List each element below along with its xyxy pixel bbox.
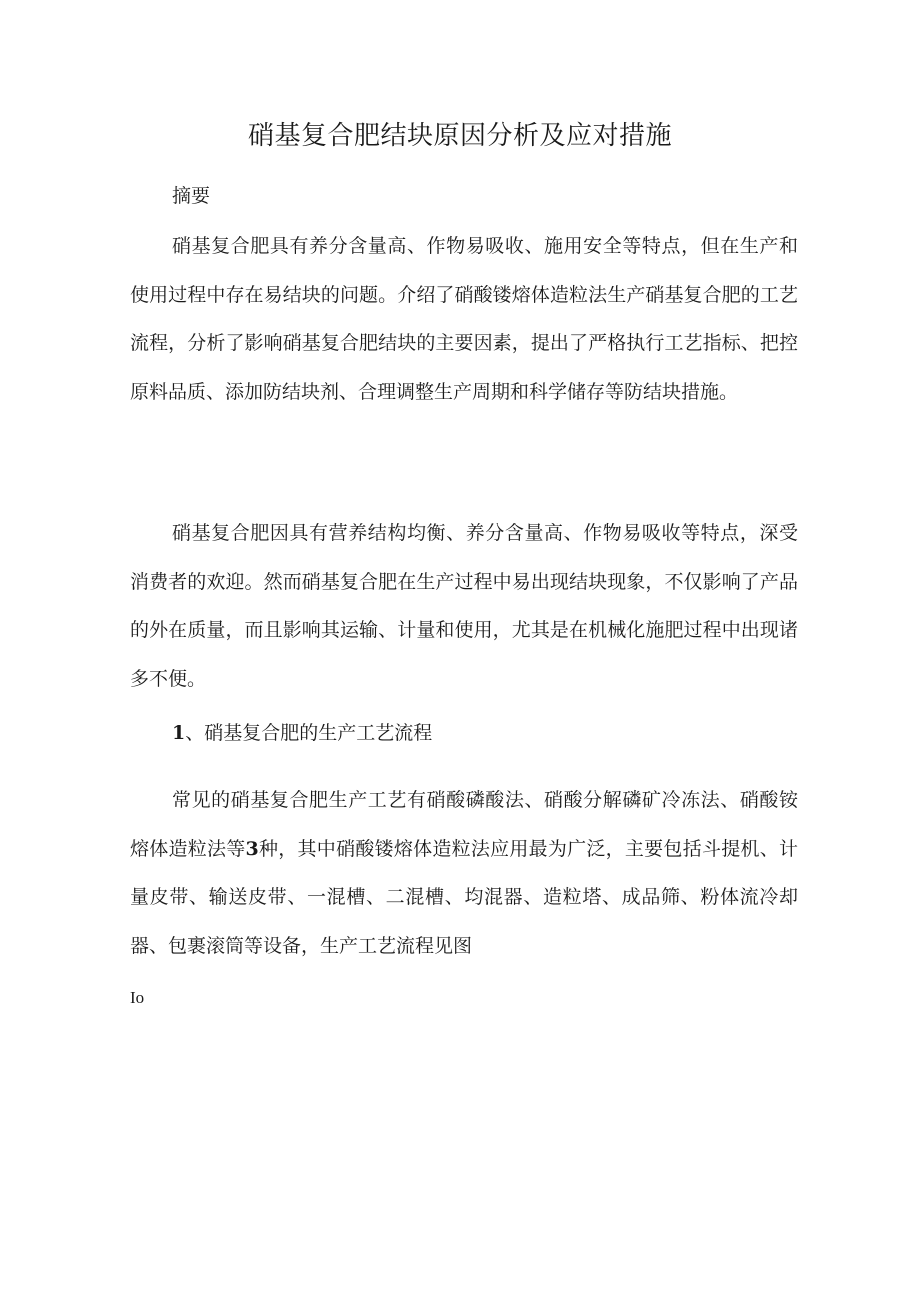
abstract-paragraph: 硝基复合肥具有养分含量高、作物易吸收、施用安全等特点，但在生产和使用过程中存在易结块的问题。介绍了硝酸镂熔体造粒法生产硝基复合肥的工艺流程，分析了影响硝基复合肥结块的主要因素，提出了严格执行工艺指标、把控原料品质、添加防结块剂、合理调整生产周期和科学储存等防结块措施。 [130, 235, 798, 403]
section-1-title: 、硝基复合肥的生产工艺流程 [185, 722, 433, 744]
intro-paragraph: 硝基复合肥因具有营养结构均衡、养分含量高、作物易吸收等特点，深受消费者的欢迎。然而硝基复合肥在生产过程中易出现结块现象，不仅影响了产品的外在质量，而且影响其运输、计量和使用，尤其是在机械化施肥过程中出现诸多不便。 [130, 522, 798, 690]
document-title: 硝基复合肥结块原因分析及应对措施 [247, 121, 672, 151]
section-1-text-part1: 常见的硝基复合肥生产工艺有硝酸磷酸法、硝酸分解磷矿冷冻法、硝酸铵熔体造粒法等 [130, 789, 798, 860]
section-1-number: 1 [172, 722, 186, 744]
section-1-text-part2: 种，其中硝酸镂熔体造粒法应用最为广泛，主要包括斗提机、计量皮带、输送皮带、一混槽、二混槽、均混器、造粒塔、成品筛、粉体流冷却器、包裹滚筒等设备，生产工艺流程见图 [130, 837, 798, 957]
section-1-paragraph [130, 776, 798, 970]
stray-text: Io [130, 988, 145, 1007]
section-1-heading [172, 718, 432, 748]
section-1-count: 3 [245, 837, 259, 860]
abstract-heading: 摘要 [172, 185, 211, 207]
